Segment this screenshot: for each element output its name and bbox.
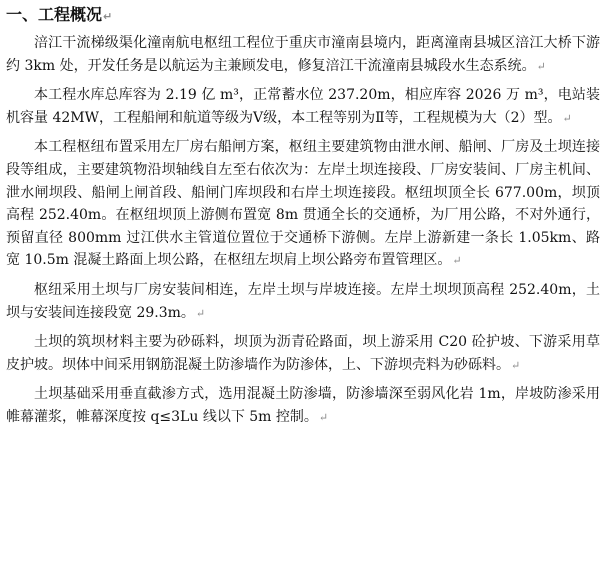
paragraph-text: 土坝基础采用垂直截渗方式，选用混凝土防渗墙，防渗墙深至弱风化岩 1m，岸坡防渗采用帷幕灌浆，帷幕深度按 q≤3Lu 线以下 5m 控制。 bbox=[6, 386, 600, 425]
paragraph-mark-icon: ↵ bbox=[452, 254, 462, 268]
paragraph-mark-icon: ↵ bbox=[318, 410, 329, 424]
paragraph-reservoir-capacity bbox=[6, 84, 600, 130]
paragraph-hub-layout bbox=[6, 136, 600, 273]
paragraph-text: 本工程水库总库容为 2.19 亿 m³，正常蓄水位 237.20m，相应库容 2026 万 m³，电站装机容量 42MW，工程船闸和航道等级为Ⅴ级，本工程等别为Ⅱ等，工程规模为大（2）型。 bbox=[6, 87, 600, 126]
paragraph-dam-materials bbox=[6, 331, 600, 377]
section-heading-text: 一、工程概况 bbox=[6, 5, 103, 24]
paragraph-seepage-control bbox=[6, 383, 600, 429]
section-heading bbox=[6, 4, 600, 26]
paragraph-mark-icon: ↵ bbox=[103, 10, 113, 23]
paragraph-text: 土坝的筑坝材料主要为砂砾料，坝顶为沥青砼路面，坝上游采用 C20 砼护坡、下游采用草皮护坡。坝体中间采用钢筋混凝土防渗墙作为防渗体，上、下游坝壳料为砂砾料。 bbox=[6, 334, 600, 373]
paragraph-mark-icon: ↵ bbox=[536, 59, 546, 73]
paragraph-text: 枢纽采用土坝与厂房安装间相连，左岸土坝与岸坡连接。左岸土坝坝顶高程 252.40m，土坝与安装间连接段宽 29.3m。 bbox=[6, 281, 600, 321]
paragraph-project-location bbox=[6, 32, 600, 78]
paragraph-mark-icon: ↵ bbox=[195, 306, 206, 320]
paragraph-earth-dam-connection bbox=[6, 279, 600, 325]
paragraph-mark-icon: ↵ bbox=[511, 358, 521, 372]
paragraph-mark-icon: ↵ bbox=[562, 111, 572, 125]
paragraph-text: 本工程枢纽布置采用左厂房右船闸方案，枢纽主要建筑物由泄水闸、船闸、厂房及土坝连接段等组成，主要建筑物沿坝轴线自左至右依次为：左岸土坝连接段、厂房安装间、厂房主机间、泄水闸坝段、船闸上闸首段、船闸门库坝段和右岸土坝连接段。枢纽坝顶全长 677.00m，坝顶高程 252.40m。在枢纽坝顶上游侧布置宽 8m 贯通全长的交通桥，为厂用公路，不对外通行，预留直径 800mm 过江供水主管道位置位于交通桥下游侧。左岸上游新建一条长 1.05km、路宽 10.5m 混凝土路面上坝公路，在枢纽左坝肩上坝公路旁布置管理区。 bbox=[6, 139, 600, 269]
paragraph-text: 涪江干流梯级渠化潼南航电枢纽工程位于重庆市潼南县境内，距离潼南县城区涪江大桥下游约 3km 处，开发任务是以航运为主兼顾发电，修复涪江干流潼南县城段水生态系统。 bbox=[6, 35, 600, 74]
